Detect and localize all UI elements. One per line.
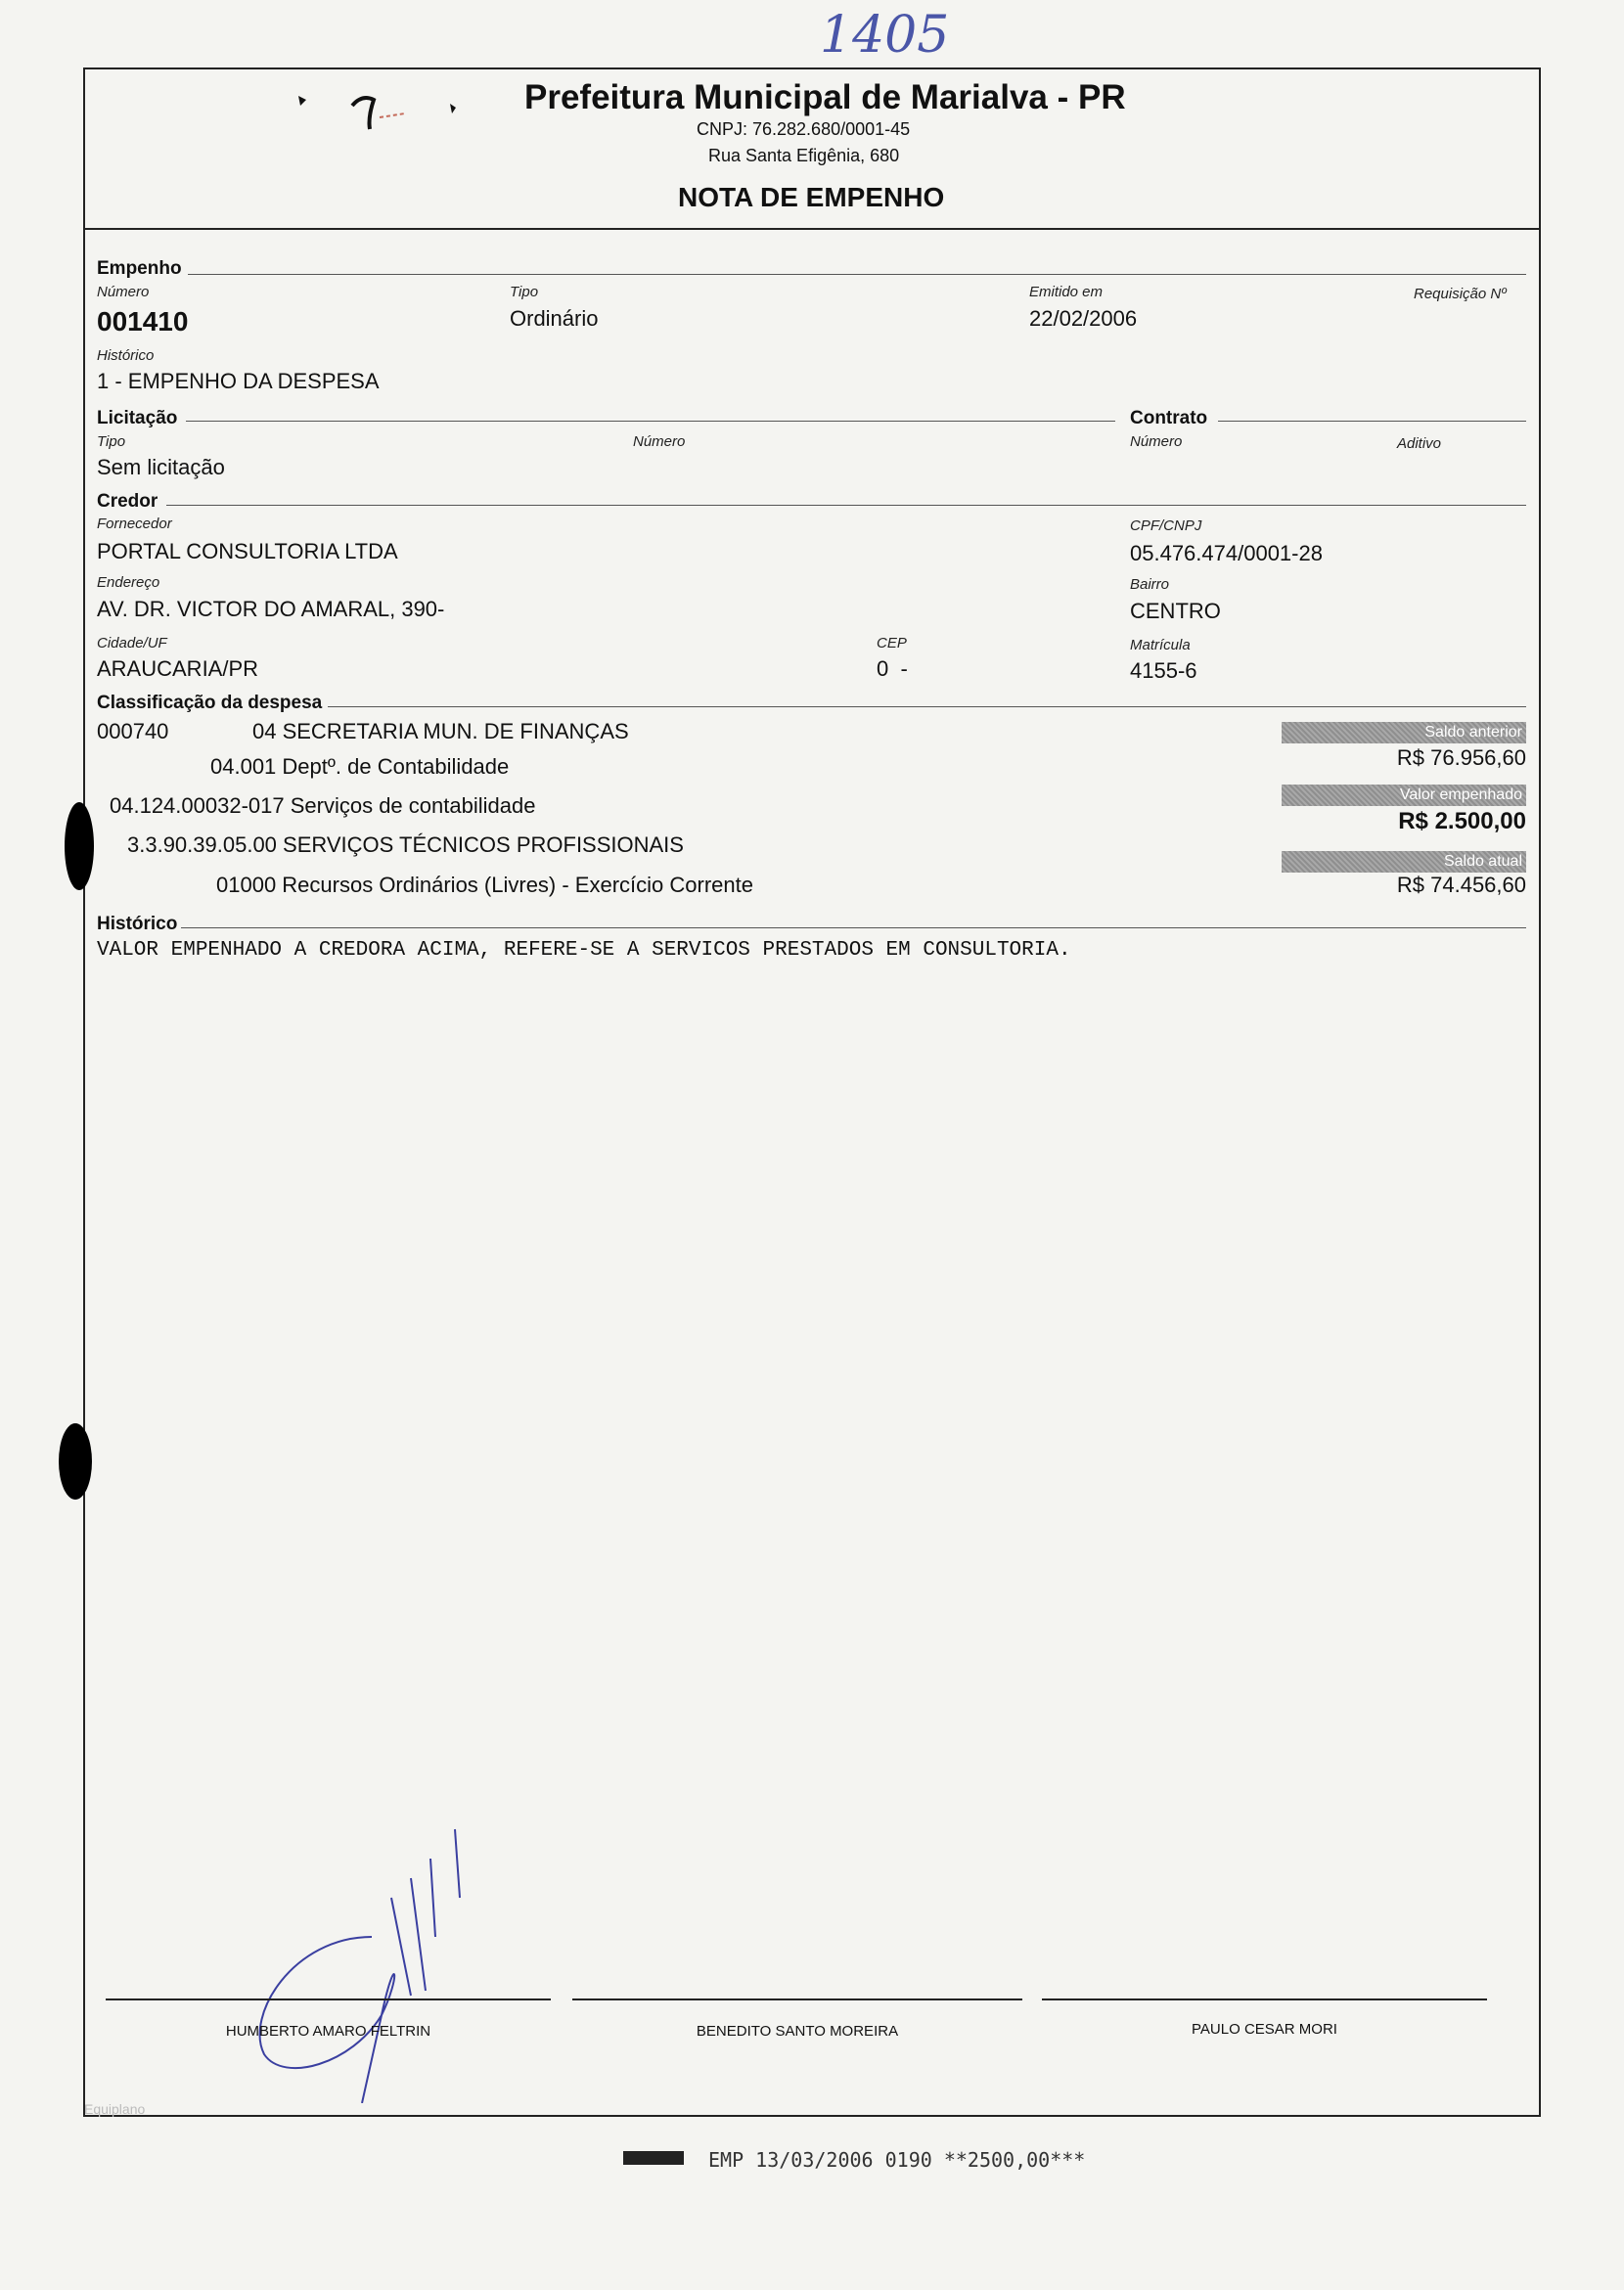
page-title: Prefeitura Municipal de Marialva - PR [524,78,1126,116]
saldo-anterior-value: R$ 76.956,60 [1396,745,1526,770]
licitacao-tipo: Sem licitação [97,455,225,479]
signature-line-3 [1042,1998,1487,2000]
credor-cidade: ARAUCARIA/PR [97,656,259,681]
empenho-requisicao-label: Requisição Nº [1414,286,1507,302]
equiplano-watermark: Equiplano [84,2101,146,2117]
binder-hole-top [65,802,94,890]
section-historico: Histórico [97,914,178,934]
licitacao-numero-label: Número [633,433,686,450]
section-contrato: Contrato [1130,408,1208,428]
classificacao-line1: 04 SECRETARIA MUN. DE FINANÇAS [252,719,629,743]
empenho-numero-label: Número [97,284,150,300]
signature-line-1 [106,1998,551,2000]
classificacao-line3: 04.124.00032-017 Serviços de contabilidade [110,793,536,818]
header-cnpj: CNPJ: 76.282.680/0001-45 [697,119,911,139]
empenho-emitido-label: Emitido em [1029,284,1104,300]
saldo-atual-label: Saldo atual [1282,851,1526,873]
empenho-historico-label: Histórico [97,347,155,364]
section-licitacao: Licitação [97,408,178,428]
section-rule [188,274,1526,275]
empenho-historico: 1 - EMPENHO DA DESPESA [97,369,380,393]
section-rule [186,421,1115,422]
empenho-tipo: Ordinário [510,306,599,331]
bank-stamp: EMP 13/03/2006 0190 **2500,00*** [708,2148,1086,2172]
credor-matricula-label: Matrícula [1130,637,1191,653]
municipal-emblem-icon [293,76,470,145]
credor-endereco: AV. DR. VICTOR DO AMARAL, 390- [97,597,445,621]
section-classificacao: Classificação da despesa [97,693,323,713]
section-rule [166,505,1526,506]
document-title: NOTA DE EMPENHO [678,182,945,212]
handwritten-signature [235,1819,528,2103]
credor-bairro: CENTRO [1130,599,1221,623]
header-address: Rua Santa Efigênia, 680 [708,146,900,165]
binder-hole-bottom [59,1423,92,1500]
contrato-numero-label: Número [1130,433,1183,450]
saldo-atual-value: R$ 74.456,60 [1396,873,1526,897]
empenho-emitido: 22/02/2006 [1029,306,1138,331]
empenho-tipo-label: Tipo [510,284,539,300]
credor-cnpj-label: CPF/CNPJ [1130,517,1202,534]
contrato-aditivo-label: Aditivo [1397,435,1442,452]
saldo-anterior-label: Saldo anterior [1282,722,1526,743]
signature-line-2 [572,1998,1022,2000]
header-divider [83,228,1541,230]
classificacao-line2: 04.001 Deptº. de Contabilidade [210,754,510,779]
signature-name-1: HUMBERTO AMARO FELTRIN [225,2023,431,2040]
section-rule [1218,421,1526,422]
valor-empenhado-label: Valor empenhado [1282,785,1526,806]
credor-cep-label: CEP [877,635,907,651]
credor-matricula: 4155-6 [1130,658,1197,683]
historico-text: VALOR EMPENHADO A CREDORA ACIMA, REFERE-SE A SERVICOS PRESTADOS EM CONSULTORIA. [97,939,1071,962]
section-credor: Credor [97,491,158,512]
bank-stamp-icon [623,2151,684,2165]
signature-name-2: BENEDITO SANTO MOREIRA [696,2023,899,2040]
credor-cnpj: 05.476.474/0001-28 [1130,541,1323,565]
credor-cep: 0 - [877,656,908,681]
credor-bairro-label: Bairro [1130,576,1170,593]
signature-name-3: PAULO CESAR MORI [1192,2021,1337,2038]
empenho-numero: 001410 [97,306,189,337]
credor-fornecedor-label: Fornecedor [97,516,172,532]
licitacao-tipo-label: Tipo [97,433,126,450]
classificacao-code: 000740 [97,719,169,743]
section-empenho: Empenho [97,258,182,279]
credor-endereco-label: Endereço [97,574,160,591]
credor-fornecedor: PORTAL CONSULTORIA LTDA [97,539,398,563]
section-rule [328,706,1526,707]
section-rule [181,927,1526,928]
classificacao-line4: 3.3.90.39.05.00 SERVIÇOS TÉCNICOS PROFISSIONAIS [127,832,684,857]
valor-empenhado-value: R$ 2.500,00 [1398,808,1526,834]
credor-cidade-label: Cidade/UF [97,635,167,651]
classificacao-line5: 01000 Recursos Ordinários (Livres) - Exercício Corrente [216,873,753,897]
handwritten-page-number: 1405 [820,6,950,65]
